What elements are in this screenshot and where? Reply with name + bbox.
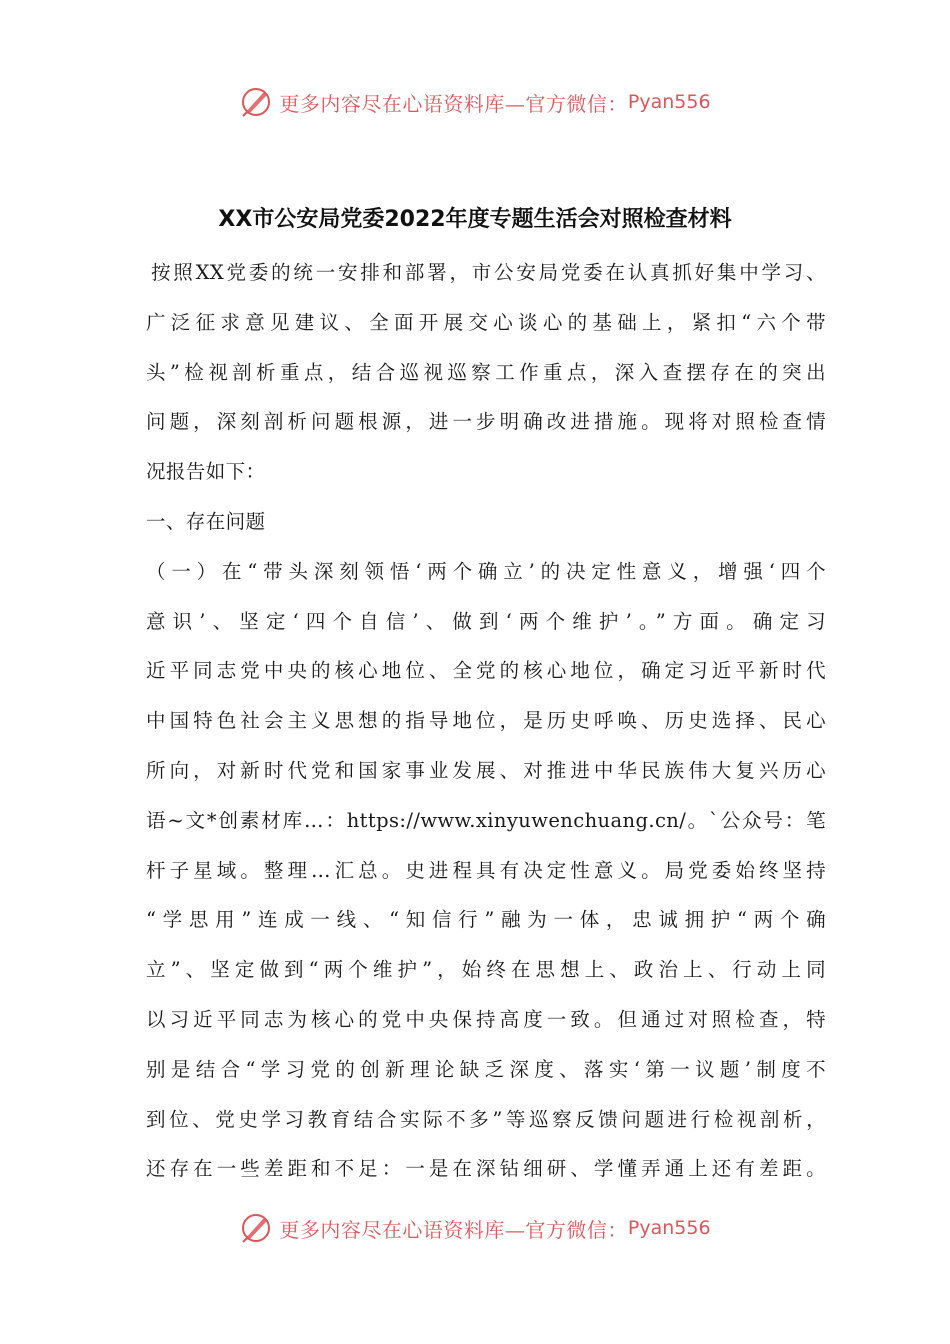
body-line: 以习近平同志为核心的党中央保持高度一致。但通过对照检查，特 (146, 1007, 826, 1031)
banner-text: 更多内容尽在心语资料库—官方微信： (279, 91, 628, 116)
body-line: （一）在“带头深刻领悟‘两个确立’的决定性意义，增强‘四个 (146, 559, 826, 583)
body-line: 况报告如下： (146, 460, 266, 484)
body-line: 到位、党史学习教育结合实际不多”等巡察反馈问题进行检视剖析， (146, 1107, 826, 1131)
body-line: 别是结合“学习党的创新理论缺乏深度、落实‘第一议题’制度不 (146, 1057, 826, 1081)
body-line: 立”、坚定做到“两个维护”，始终在思想上、政治上、行动上同 (146, 958, 826, 982)
header-watermark-banner (0, 82, 950, 122)
footer-watermark-banner (0, 1208, 950, 1248)
document-body (146, 248, 826, 1194)
body-line: 语~文*创素材库…：https://www.xinyuwenchuang.cn/。`公众号：笔 (146, 808, 826, 832)
body-line: 问题，深刻剖析问题根源，进一步明确改进措施。现将对照检查情 (146, 410, 826, 434)
section-heading: 一、存在问题 (146, 509, 266, 533)
body-line: 杆子星域。整理…汇总。史进程具有决定性意义。局党委始终坚持 (146, 858, 826, 882)
banner-contact: Pyan556 (627, 91, 711, 113)
body-line: “学思用”连成一线、“知信行”融为一体，忠诚拥护“两个确 (146, 908, 826, 932)
banner-contact: Pyan556 (627, 1217, 711, 1239)
body-line: 广泛征求意见建议、全面开展交心谈心的基础上，紧扣“六个带 (146, 310, 826, 334)
body-line: 中国特色社会主义思想的指导地位，是历史呼唤、历史选择、民心 (146, 709, 826, 733)
banner-text: 更多内容尽在心语资料库—官方微信： (279, 1217, 628, 1242)
body-line: 近平同志党中央的核心地位、全党的核心地位，确定习近平新时代 (146, 659, 826, 683)
document-title: XX市公安局党委2022年度专题生活会对照检查材料 (218, 207, 732, 232)
body-line: 头”检视剖析重点，结合巡视巡察工作重点，深入查摆存在的突出 (146, 360, 826, 384)
body-line: 意识’、坚定‘四个自信’、做到‘两个维护’。”方面。确定习 (146, 609, 826, 633)
body-line: 还存在一些差距和不足：一是在深钻细研、学懂弄通上还有差距。 (146, 1157, 826, 1181)
body-line: 所向，对新时代党和国家事业发展、对推进中华民族伟大复兴历心 (146, 758, 826, 782)
quill-pen-icon (239, 1211, 273, 1245)
quill-pen-icon (239, 85, 273, 119)
body-line: 按照XX党委的统一安排和部署，市公安局党委在认真抓好集中学习、 (151, 261, 826, 284)
